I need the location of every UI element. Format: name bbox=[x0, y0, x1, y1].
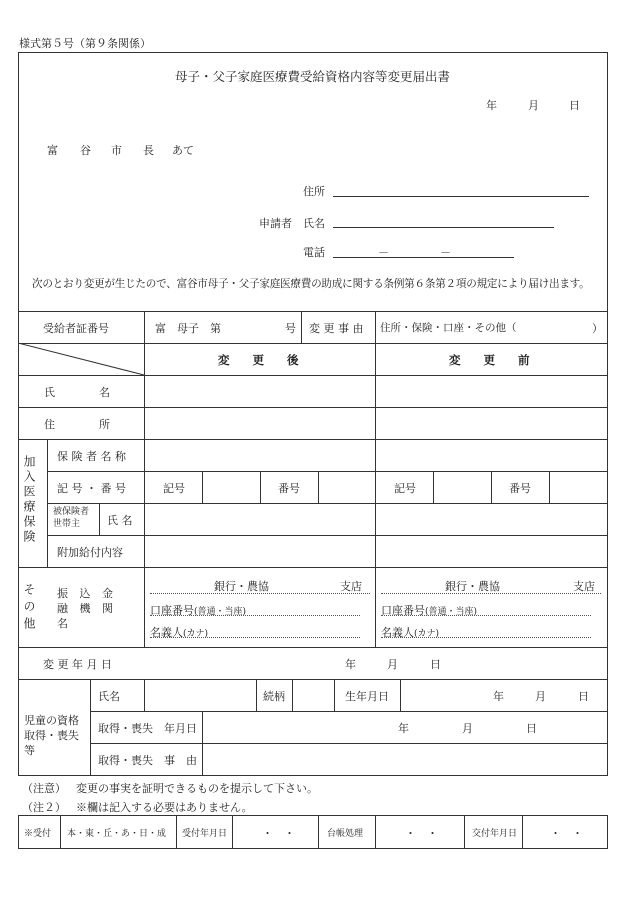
change-reason-label: 変 更 事 由 bbox=[309, 322, 364, 335]
name-field[interactable] bbox=[333, 227, 554, 228]
child-relation-label: 続柄 bbox=[263, 690, 285, 703]
bank-label: 振 込 金 融 機 関 名 bbox=[57, 587, 117, 630]
number-label: 番号 bbox=[278, 482, 300, 495]
account-holder-label: 名義人(カナ) bbox=[381, 626, 440, 639]
form-title: 母子・父子家庭医療費受給資格内容等変更届出書 bbox=[175, 69, 451, 84]
symbol-label: 記号 bbox=[163, 482, 185, 495]
account-holder-label: 名義人(カナ) bbox=[150, 626, 209, 639]
other-group-label: その他 bbox=[22, 583, 36, 634]
phone-field[interactable] bbox=[333, 257, 514, 258]
change-date-month: 月 bbox=[387, 658, 398, 671]
diagonal-slash bbox=[18, 343, 145, 376]
bank-institution: 銀行・農協 bbox=[214, 580, 269, 593]
phone-dash: － bbox=[378, 246, 389, 259]
note-caution: （注意） bbox=[22, 782, 66, 795]
statement: 次のとおり変更が生じたので、富谷市母子・父子家庭医療費の助成に関する条例第６条第２項の規定により届け出ます。 bbox=[32, 278, 590, 290]
symbol-label: 記号 bbox=[394, 482, 416, 495]
office-list: 本・東・丘・あ・日・成 bbox=[67, 829, 167, 839]
header-after: 変 更 後 bbox=[218, 353, 299, 367]
number-label: 番号 bbox=[509, 482, 531, 495]
account-number-label: 口座番号(普通・当座) bbox=[150, 604, 247, 617]
insured-name-label: 氏 名 bbox=[107, 514, 133, 527]
acquisition-date-label: 取得・喪失 年月日 bbox=[98, 722, 197, 735]
change-date-year: 年 bbox=[345, 658, 356, 671]
applicant-label: 申請者 bbox=[259, 217, 292, 230]
additional-benefit-label: 附加給付内容 bbox=[57, 546, 123, 559]
symbol-number-label: 記 号 ・ 番 号 bbox=[57, 482, 126, 495]
acquisition-reason-label: 取得・喪失 事 由 bbox=[98, 754, 197, 767]
phone-dash: － bbox=[440, 246, 451, 259]
child-birth-year: 年 bbox=[493, 690, 504, 703]
change-reason-close: ） bbox=[592, 322, 603, 335]
change-date-label: 変 更 年 月 日 bbox=[43, 658, 112, 671]
cert-number-suffix: 号 bbox=[285, 322, 296, 335]
bank-institution: 銀行・農協 bbox=[445, 580, 500, 593]
issued-date-value: ・ ・ bbox=[550, 827, 583, 840]
name-label: 氏名 bbox=[303, 217, 325, 230]
address-label: 住所 bbox=[303, 185, 325, 198]
child-birth-month: 月 bbox=[535, 690, 546, 703]
note-2: （注２） bbox=[22, 801, 66, 814]
ledger-label: 台帳処理 bbox=[327, 829, 364, 839]
bank-branch: 支店 bbox=[573, 580, 595, 593]
account-number-label: 口座番号(普通・当座) bbox=[381, 604, 478, 617]
insurance-group-label: 加入医療保険 bbox=[22, 455, 36, 545]
row-address-label: 住 所 bbox=[44, 418, 110, 431]
address-field[interactable] bbox=[333, 196, 589, 197]
ledger-value: ・ ・ bbox=[405, 827, 438, 840]
change-date-day: 日 bbox=[430, 658, 441, 671]
acquisition-year: 年 bbox=[398, 722, 409, 735]
cert-number-label: 受給者証番号 bbox=[43, 322, 109, 335]
child-group-label: 児童の資格取得・喪失等 bbox=[24, 714, 79, 757]
child-birth-day: 日 bbox=[578, 690, 589, 703]
acquisition-day: 日 bbox=[526, 722, 537, 735]
child-name-label: 氏名 bbox=[98, 690, 120, 703]
insurer-name-label: 保 険 者 名 称 bbox=[57, 450, 126, 463]
acquisition-month: 月 bbox=[462, 722, 473, 735]
change-reason-options: 住所・保険・口座・その他（ bbox=[380, 322, 517, 334]
cert-number-prefix: 富 母子 第 bbox=[155, 322, 221, 335]
note-caution-text: 変更の事実を証明できるものを提示して下さい。 bbox=[76, 782, 318, 795]
date-year: 年 bbox=[486, 99, 497, 112]
bank-branch: 支店 bbox=[340, 580, 362, 593]
child-birth-label: 生年月日 bbox=[345, 690, 389, 703]
date-day: 日 bbox=[569, 99, 580, 112]
header-before: 変 更 前 bbox=[449, 353, 530, 367]
date-month: 月 bbox=[528, 99, 539, 112]
form-number: 様式第５号（第９条関係） bbox=[19, 37, 151, 50]
received-date-label: 受付年月日 bbox=[182, 829, 228, 839]
phone-label: 電話 bbox=[303, 246, 325, 259]
row-name-label: 氏 名 bbox=[44, 386, 110, 399]
note-2-text: ※欄は記入する必要はありません。 bbox=[76, 801, 253, 814]
receipt-label: ※受付 bbox=[24, 829, 52, 839]
insured-head-label: 被保険者世帯主 bbox=[53, 507, 90, 529]
received-date-value: ・ ・ bbox=[262, 827, 295, 840]
issued-date-label: 交付年月日 bbox=[472, 829, 518, 839]
